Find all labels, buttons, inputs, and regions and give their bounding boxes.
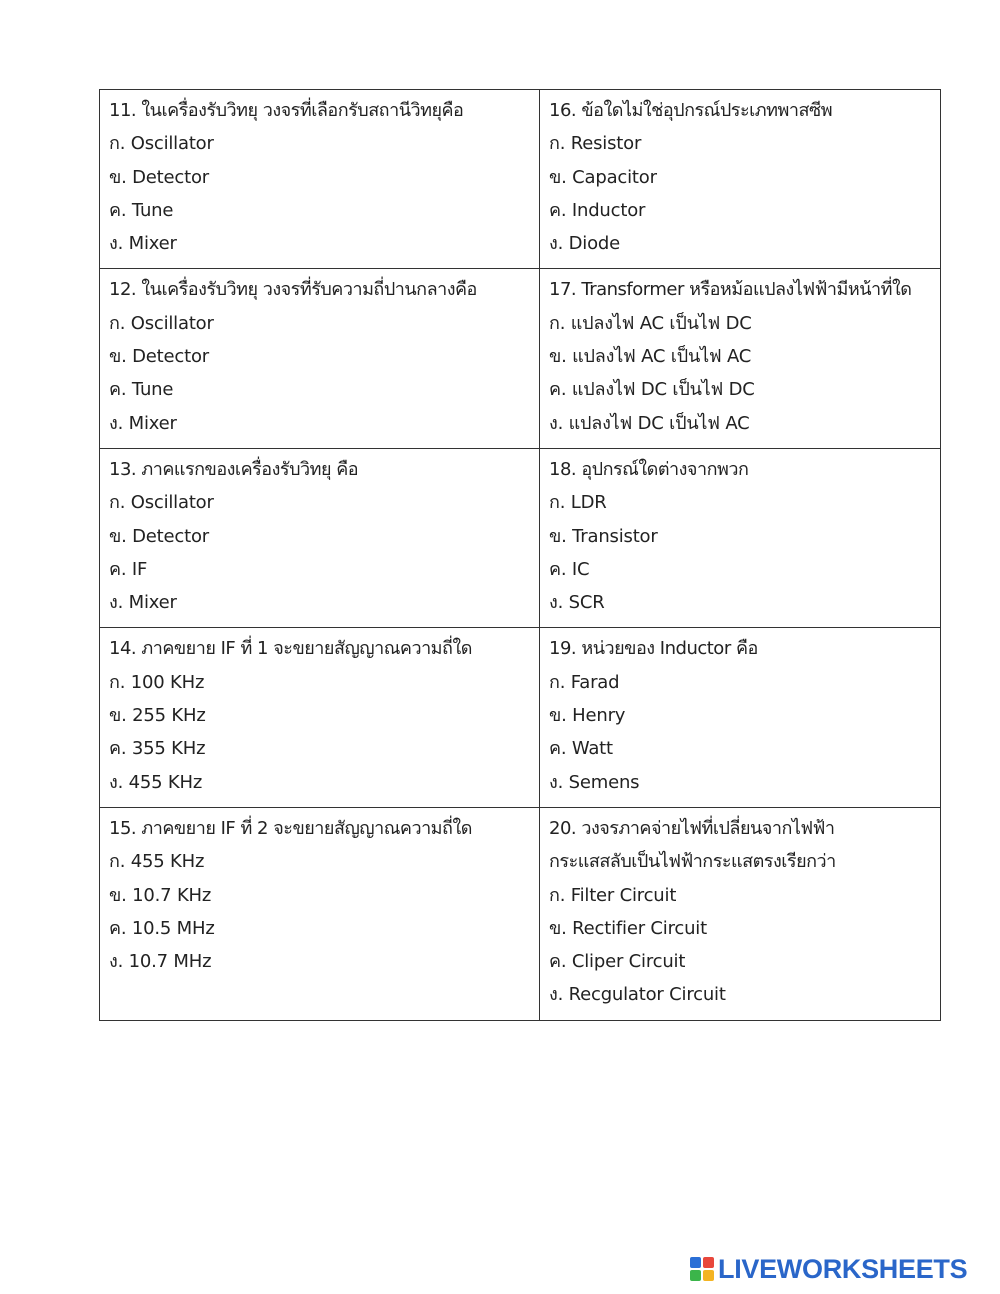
answer-option: ข. Detector — [109, 166, 209, 188]
question-text: 20. วงจรภาคจ่ายไฟที่เปลี่ยนจากไฟฟ้า — [549, 817, 835, 839]
answer-option: ก. แปลงไฟ AC เป็นไฟ DC — [549, 312, 752, 334]
table-row — [100, 628, 941, 807]
answer-option: ข. Transistor — [549, 525, 658, 547]
answer-option: ค. 355 KHz — [109, 738, 206, 760]
answer-option: ก. Oscillator — [109, 492, 214, 514]
answer-option: ก. Oscillator — [109, 312, 214, 334]
logo-text: LIVEWORKSHEETS — [718, 1253, 968, 1284]
answer-option: ข. Capacitor — [549, 166, 657, 188]
answer-option: ค. IC — [549, 558, 590, 580]
question-text: 14. ภาคขยาย IF ที่ 1 จะขยายสัญญาณความถี่ใด — [109, 638, 472, 660]
question-text: 15. ภาคขยาย IF ที่ 2 จะขยายสัญญาณความถี่ใด — [109, 817, 472, 839]
answer-option: ข. 10.7 KHz — [109, 884, 212, 906]
answer-option: ก. LDR — [549, 492, 607, 514]
question-cell — [100, 628, 540, 807]
answer-option: ข. Detector — [109, 346, 209, 368]
question-text: 16. ข้อใดไม่ใช่อุปกรณ์ประเภทพาสซีพ — [549, 100, 833, 121]
question-cell — [540, 448, 941, 627]
answer-option: ก. Resistor — [549, 133, 642, 155]
table-row — [100, 807, 941, 1020]
answer-option: ก. Filter Circuit — [549, 884, 677, 906]
question-text: 19. หน่วยของ Inductor คือ — [549, 638, 758, 660]
logo-square-green — [690, 1270, 701, 1281]
answer-option: ก. 100 KHz — [109, 671, 205, 693]
question-cell — [100, 90, 540, 269]
answer-option: ง. Semens — [549, 771, 640, 793]
answer-option: ข. Rectifier Circuit — [549, 917, 707, 939]
answer-option: ค. Cliper Circuit — [549, 951, 686, 973]
question-cell — [100, 269, 540, 448]
answer-option: ค. IF — [109, 558, 148, 580]
answer-option: ค. Tune — [109, 379, 174, 401]
logo-square-red — [703, 1257, 714, 1268]
answer-option: ข. Henry — [549, 705, 626, 727]
liveworksheets-logo-icon — [690, 1257, 714, 1281]
answer-option: ง. Mixer — [109, 592, 177, 614]
quiz-table — [99, 89, 941, 1021]
question-cell — [540, 90, 941, 269]
answer-option: ค. Tune — [109, 199, 174, 221]
question-text: กระแสสลับเป็นไฟฟ้ากระแสตรงเรียกว่า — [549, 851, 836, 873]
answer-option: ค. Inductor — [549, 199, 646, 221]
question-cell — [100, 807, 540, 1020]
answer-option: ก. Farad — [549, 671, 620, 693]
question-text: 17. Transformer หรือหม้อแปลงไฟฟ้ามีหน้าที่ใด — [549, 279, 912, 301]
answer-option: ข. 255 KHz — [109, 705, 206, 727]
question-cell — [100, 448, 540, 627]
answer-option: ก. Oscillator — [109, 133, 214, 155]
answer-option: ง. Diode — [549, 233, 621, 255]
answer-option: ง. SCR — [549, 592, 605, 614]
table-row — [100, 269, 941, 448]
question-text: 18. อุปกรณ์ใดต่างจากพวก — [549, 458, 749, 480]
question-cell — [540, 269, 941, 448]
answer-option: ง. 455 KHz — [109, 771, 203, 793]
answer-option: ง. Mixer — [109, 233, 177, 255]
liveworksheets-logo[interactable] — [690, 1252, 967, 1286]
answer-option: ง. 10.7 MHz — [109, 951, 212, 973]
question-text: 12. ในเครื่องรับวิทยุ วงจรที่รับความถี่ปานกลางคือ — [109, 279, 477, 301]
answer-option: ค. Watt — [549, 738, 613, 760]
answer-option: ง. Mixer — [109, 412, 177, 434]
table-row — [100, 448, 941, 627]
answer-option: ง. Recgulator Circuit — [549, 984, 726, 1006]
question-cell — [540, 807, 941, 1020]
answer-option: ข. แปลงไฟ AC เป็นไฟ AC — [549, 346, 752, 368]
question-text: 11. ในเครื่องรับวิทยุ วงจรที่เลือกรับสถานีวิทยุคือ — [109, 100, 464, 121]
logo-square-blue — [690, 1257, 701, 1268]
question-text: 13. ภาคแรกของเครื่องรับวิทยุ คือ — [109, 458, 359, 480]
answer-option: ข. Detector — [109, 525, 209, 547]
question-cell — [540, 628, 941, 807]
logo-square-yellow — [703, 1270, 714, 1281]
table-row — [100, 90, 941, 269]
answer-option: ค. แปลงไฟ DC เป็นไฟ DC — [549, 379, 755, 401]
answer-option: ค. 10.5 MHz — [109, 917, 215, 939]
answer-option: ง. แปลงไฟ DC เป็นไฟ AC — [549, 412, 750, 434]
answer-option: ก. 455 KHz — [109, 851, 205, 873]
